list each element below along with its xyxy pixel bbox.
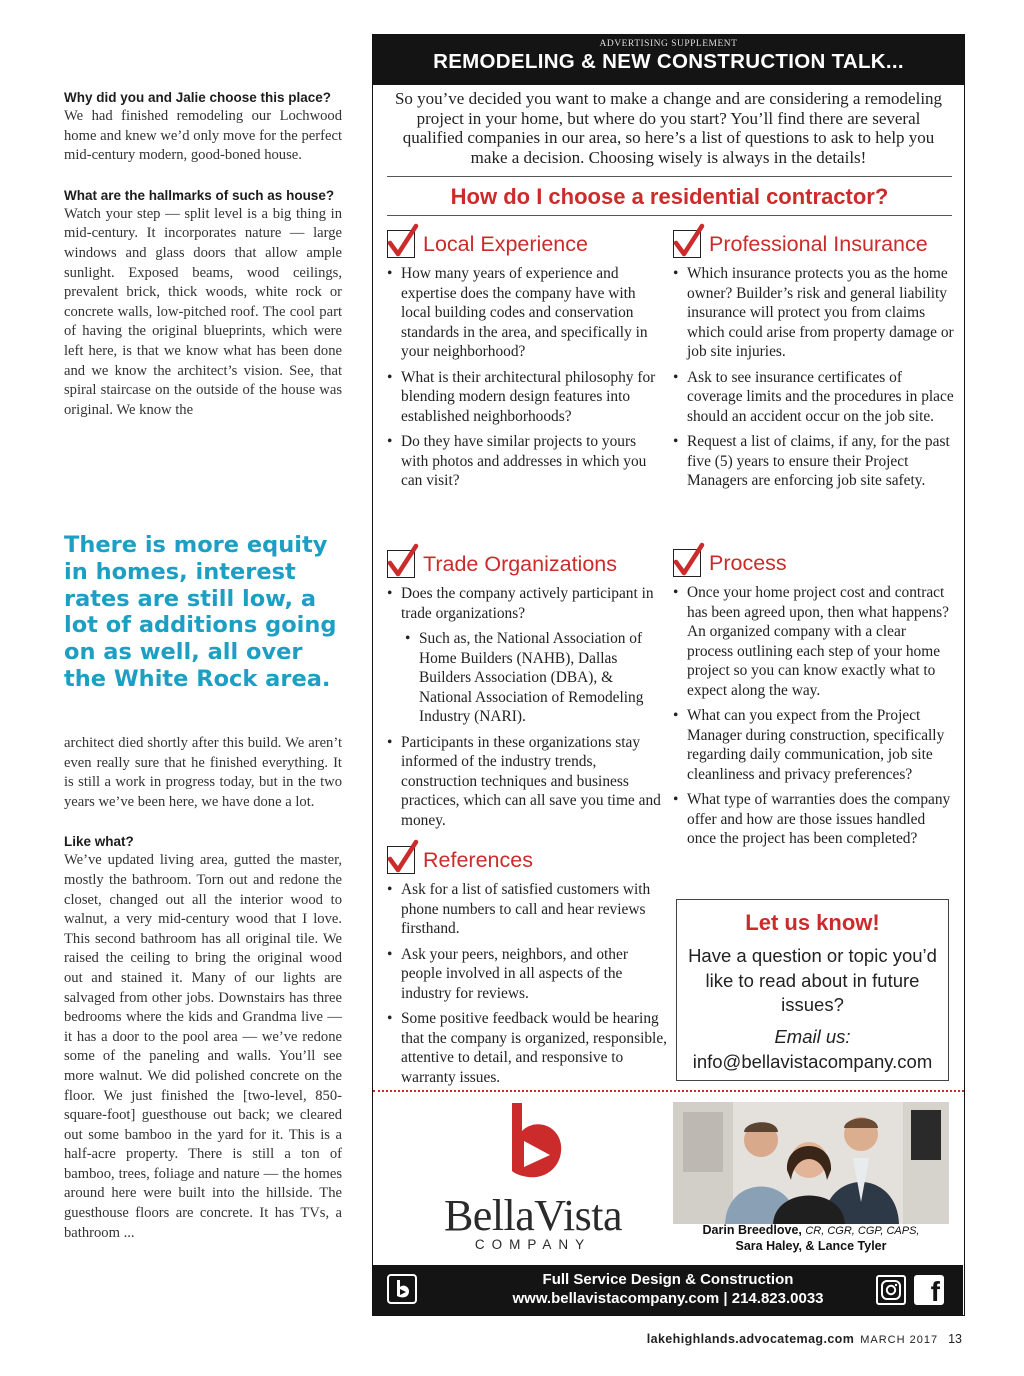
- list-item: • Request a list of claims, if any, for the past five (5) years to ensure their Project Managers are enforcing job site safety.: [673, 432, 955, 491]
- site-url[interactable]: lakehighlands.advocatemag.com: [646, 1332, 855, 1346]
- pull-quote: There is more equity in homes, interest rates are still low, a lot of additions going on as well, all over the White Rock area.: [64, 532, 337, 692]
- ad-question: How do I choose a residential contractor?: [450, 184, 889, 209]
- email-label: Email us:: [774, 1025, 851, 1047]
- footer-contact[interactable]: www.bellavistacompany.com | 214.823.0033: [512, 1290, 824, 1307]
- article-column-top: [64, 88, 342, 420]
- section-professional-insurance: [673, 228, 955, 497]
- ad-intro: So you’ve decided you want to make a change and are considering a remodeling project in your home, but where do you start? You’ll find there are several qualified companies in our area, so here’s a list of questions to ask to help you make a decision. Choosing wisely is always in the details!: [394, 89, 943, 167]
- answer-paragraph: architect died shortly after this build. We aren’t even really sure that he finished everything. It is still a work in progress today, but in the two years we’ve been here, we have done a lot.: [64, 735, 342, 810]
- section-process: [673, 547, 955, 855]
- section-title: Local Experience: [423, 231, 588, 256]
- names-line2: Sara Haley, & Lance Tyler: [735, 1239, 887, 1253]
- list-item: • Does the company actively participant in trade organizations?: [387, 584, 667, 623]
- list-item: • How many years of experience and expertise does the company have with local building codes and conservation standards in the area, and specifically in your neighborhood?: [387, 264, 667, 362]
- supplement-label: ADVERTISING SUPPLEMENT: [599, 39, 738, 49]
- dotted-divider: [373, 1090, 964, 1092]
- section-title: References: [423, 847, 533, 872]
- list-item: • Which insurance protects you as the home owner? Builder’s risk and general liability insurance will protect you from claims which could arise from property damage or job site injuries.: [673, 264, 955, 362]
- logo-company: COMPANY: [474, 1237, 592, 1252]
- section-title: Professional Insurance: [709, 231, 928, 256]
- issue-date: MARCH 2017: [860, 1334, 939, 1346]
- answer-paragraph: We had finished remodeling our Lochwood home and knew we’d only move for the perfect mid-century modern, good-boned house.: [64, 108, 342, 164]
- checkmark-icon: [673, 549, 701, 577]
- page-footer: [647, 1332, 962, 1346]
- list-item: • Some positive feedback would be hearing that the company is organized, responsible, attentive to detail, and responsive to warranty issues.: [387, 1009, 667, 1087]
- instagram-icon[interactable]: [876, 1275, 906, 1305]
- email-address[interactable]: info@bellavistacompany.com: [692, 1050, 933, 1072]
- answer-paragraph: We’ve updated living area, gutted the master, mostly the bathroom. Torn out and redone the closet, changed out all the interior wood to walnut, a very mid-century wood that I love. This second bathroom has all original tile. We raised the ceiling to bring the original wood out and stained it. Many of our lights are salvaged from other jobs. Downstairs has three bedrooms where the kids and Grandma live — it has a door to the pool area — we’ve redone some of the paneling and walls. You’ll see more walnut. We did polished concrete on the floor. We just finished the [two-level, 850-square-foot] guesthouse out back; we cleared out some bamboo in the yard for it. This is a half-acre property. There is still a ton of bamboo, trees, foliage and nature — the homes around here were built into the hillside. The guesthouse floors are concrete. It has TVs, a bathroom ...: [64, 852, 342, 1241]
- checkmark-icon: [673, 230, 701, 258]
- question-heading: Like what?: [64, 834, 134, 850]
- ad-title: REMODELING & NEW CONSTRUCTION TALK...: [433, 50, 904, 73]
- let-us-know-title: Let us know!: [745, 910, 880, 935]
- section-references: [387, 844, 667, 1093]
- names-credentials: CR, CGR, CGP, CAPS,: [805, 1225, 920, 1237]
- list-item: • What is their architectural philosophy for blending modern design features into established neighborhoods?: [387, 368, 667, 427]
- checkmark-icon: [387, 550, 415, 578]
- page-number: 13: [948, 1332, 962, 1346]
- list-item: • Do they have similar projects to yours with photos and addresses in which you can visit?: [387, 432, 667, 491]
- list-item: • Ask to see insurance certificates of coverage limits and the procedures in place should an accident occur on the job site.: [673, 368, 955, 427]
- ad-header: [373, 35, 964, 85]
- bellavista-logo: [423, 1101, 643, 1251]
- advertising-supplement-box: [372, 34, 965, 1316]
- section-title: Trade Organizations: [423, 551, 617, 576]
- sub-list-item: • Such as, the National Association of Home Builders (NAHB), Dallas Builders Association (DBA), & National Association of Remodeling Industry (NARI).: [405, 629, 667, 727]
- section-title: Process: [709, 550, 787, 575]
- checkmark-icon: [387, 846, 415, 874]
- checkmark-icon: [387, 230, 415, 258]
- list-item: • Participants in these organizations stay informed of the industry trends, construction techniques and business practices, which can all save you time and money.: [387, 733, 667, 831]
- team-names: [673, 1223, 949, 1254]
- team-photo: [673, 1102, 949, 1224]
- article-column-bottom: [64, 734, 342, 1243]
- list-item: • Ask your peers, neighbors, and other people involved in all aspects of the industry for reviews.: [387, 945, 667, 1004]
- list-item: • What can you expect from the Project Manager during construction, specifically regarding daily communication, job site cleanliness and privacy preferences?: [673, 706, 955, 784]
- footer-tagline: Full Service Design & Construction: [542, 1271, 794, 1288]
- question-heading: Why did you and Jalie choose this place?: [64, 90, 332, 105]
- ad-footer-bar: [373, 1265, 963, 1315]
- question-heading: What are the hallmarks of such as house?: [64, 187, 335, 203]
- answer-paragraph: Watch your step — split level is a big thing in mid-century. It incorporates nature — large windows and glass doors that allow ample sunlight. Exposed beams, wood ceilings, prevalent brick, thick woods, white rock or concrete walls, low-pitched roof. The cool part of having the original blueprints, which were left here, is that we know what has been done and we know the architect’s vision. See, that spiral staircase on the outside of the house was original. We know the: [64, 205, 342, 418]
- divider: [387, 176, 952, 177]
- let-us-know-box: [676, 899, 949, 1081]
- let-us-know-question: Have a question or topic you’d like to read about in future issues?: [688, 945, 937, 1015]
- list-item: • Ask for a list of satisfied customers with phone numbers to call and hear reviews firsthand.: [387, 880, 667, 939]
- section-trade-organizations: [387, 548, 667, 836]
- team-photo-illustration: [673, 1102, 949, 1224]
- list-item: • What type of warranties does the company offer and how are those issues handled once the project has been completed?: [673, 790, 955, 849]
- logo-wordmark: BellaVista: [443, 1191, 623, 1240]
- divider: [387, 215, 952, 216]
- facebook-icon[interactable]: f: [914, 1275, 944, 1305]
- section-local-experience: [387, 228, 667, 497]
- list-item: • Once your home project cost and contract has been agreed upon, then what happens? An organized company with a clear process outlining each step of your home project so you can know exactly what to expect along the way.: [673, 583, 955, 700]
- names-line1: Darin Breedlove,: [702, 1223, 802, 1237]
- bellavista-b-mark-icon: [498, 1101, 568, 1185]
